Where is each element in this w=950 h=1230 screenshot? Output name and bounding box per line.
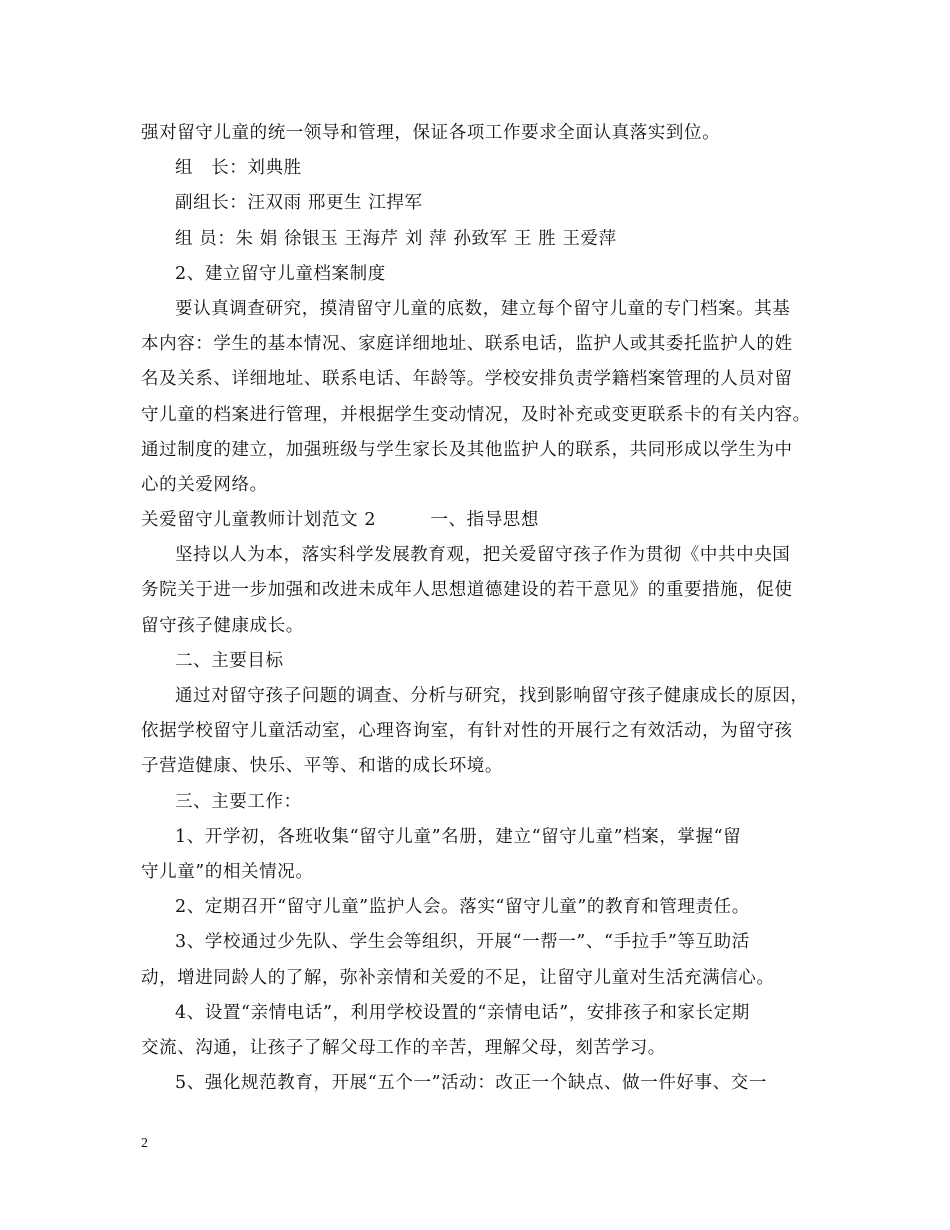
text-line: 5、强化规范教育，开展“五个一”活动：改正一个缺点、做一件好事、交一 bbox=[175, 1073, 767, 1094]
text-line: 留守孩子健康成长。 bbox=[141, 615, 304, 636]
text-line: 本内容：学生的基本情况、家庭详细地址、联系电话，监护人或其委托监护人的姓 bbox=[141, 334, 793, 355]
text-line: 2、定期召开“留守儿童”监护人会。落实“留守儿童”的教育和管理责任。 bbox=[175, 897, 750, 918]
document-body bbox=[141, 116, 813, 1101]
page-number: 2 bbox=[141, 1136, 148, 1151]
text-line: 副组长：汪双雨 邢更生 江捍军 bbox=[175, 193, 423, 214]
text-line: 1、开学初，各班收集“留守儿童”名册，建立“留守儿童”档案，掌握“留 bbox=[175, 826, 742, 847]
text-line: 守儿童的档案进行管理，并根据学生变动情况，及时补充或变更联系卡的有关内容。 bbox=[141, 404, 811, 425]
text-line: 动，增进同龄人的了解，弥补亲情和关爱的不足，让留守儿童对生活充满信心。 bbox=[141, 967, 775, 988]
text-line: 2、建立留守儿童档案制度 bbox=[175, 263, 386, 284]
text-line: 组 长：刘典胜 bbox=[175, 158, 302, 179]
text-line: 通过制度的建立，加强班级与学生家长及其他监护人的联系，共同形成以学生为中 bbox=[141, 439, 793, 460]
text-line: 关爱留守儿童教师计划范文 2 一、指导思想 bbox=[141, 510, 539, 531]
text-line: 4、设置“亲情电话”，利用学校设置的“亲情电话”，安排孩子和家长定期 bbox=[175, 1002, 750, 1023]
text-line: 坚持以人为本，落实科学发展教育观，把关爱留守孩子作为贯彻《中共中央国 bbox=[175, 545, 791, 566]
text-line: 子营造健康、快乐、平等、和谐的成长环境。 bbox=[141, 756, 503, 777]
text-line: 通过对留守孩子问题的调查、分析与研究，找到影响留守孩子健康成长的原因， bbox=[175, 686, 809, 706]
text-line: 守儿童”的相关情况。 bbox=[141, 861, 314, 882]
text-line: 二、主要目标 bbox=[175, 650, 284, 671]
text-line: 3、学校通过少先队、学生会等组织，开展“一帮一”、“手拉手”等互助活 bbox=[175, 932, 750, 953]
text-line: 依据学校留守儿童活动室，心理咨询室，有针对性的开展行之有效活动，为留守孩 bbox=[141, 721, 793, 742]
text-line: 组 员：朱 娟 徐银玉 王海芹 刘 萍 孙致军 王 胜 王爱萍 bbox=[175, 228, 617, 249]
text-line: 要认真调查研究，摸清留守儿童的底数，建立每个留守儿童的专门档案。其基 bbox=[175, 298, 791, 319]
text-line: 心的关爱网络。 bbox=[141, 474, 268, 495]
text-line: 名及关系、详细地址、联系电话、年龄等。学校安排负责学籍档案管理的人员对留 bbox=[141, 369, 793, 390]
text-line: 务院关于进一步加强和改进未成年人思想道德建设的若干意见》的重要措施，促使 bbox=[141, 580, 793, 601]
text-line: 交流、沟通，让孩子了解父母工作的辛苦，理解父母，刻苦学习。 bbox=[141, 1037, 666, 1058]
text-line: 强对留守儿童的统一领导和管理，保证各项工作要求全面认真落实到位。 bbox=[141, 123, 721, 143]
text-line: 三、主要工作： bbox=[175, 791, 302, 812]
